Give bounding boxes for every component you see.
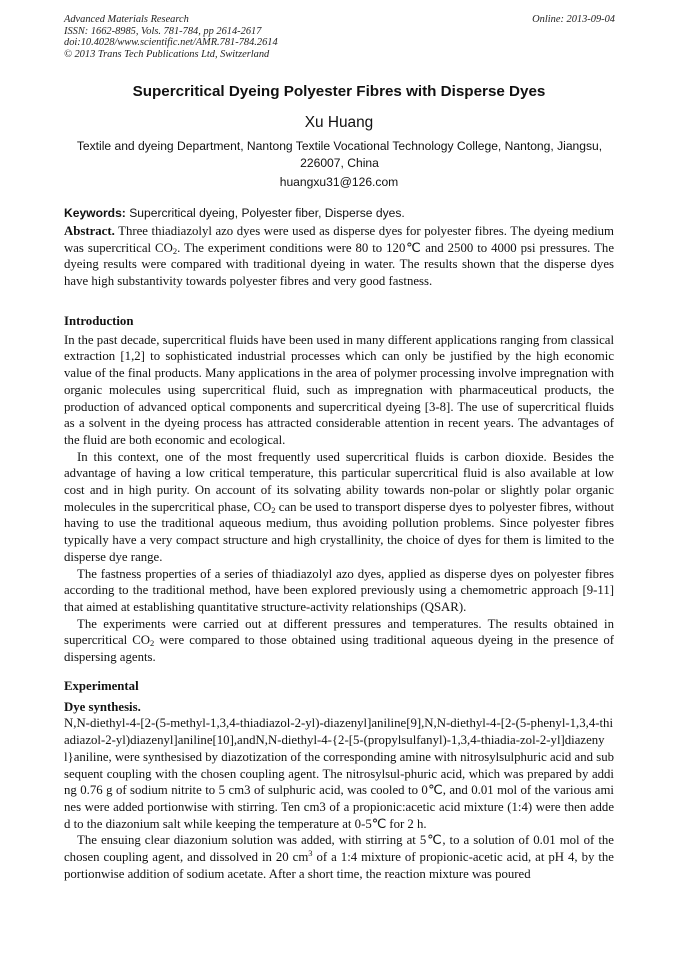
experimental-paragraph-2 — [64, 832, 614, 882]
exp-p2-part1: The ensuing clear diazonium solution was added, with stirring at 5℃, to a solution of 0.01 mol of the chosen coupling agent, and dissolved in 20 cm — [64, 833, 614, 865]
keywords-label: Keywords: — [64, 206, 126, 220]
intro-paragraph-3: The fastness properties of a series of thiadiazolyl azo dyes, applied as disperse dyes on polyester fibres according to the traditional method, have been explored previously using a chemometric approach [9-11] that aimed at establishing quantitative structure-activity relationships (QSAR). — [64, 566, 614, 614]
intro-p2-part1: In this context, one of the most frequently used supercritical fluids is carbon dioxide. Besides the advantage of having a low critical temperature, this particular supercritical fluid is also available at low cost and in high purity. On account of its solvating ability towards non-polar or slightly polar organic molecules in the supercritical phase, CO — [64, 449, 614, 514]
abstract-label: Abstract. — [64, 224, 115, 238]
dye-synthesis-heading: Dye synthesis. — [64, 699, 141, 714]
exp-p2-part2: of a 1:4 mixture of propionic-acetic acid, at pH 4, by the portionwise addition of sodium acetate. After a short time, the reaction mixture was poured — [64, 850, 614, 881]
intro-paragraph-4 — [64, 616, 614, 666]
experimental-paragraph-1: N,N-diethyl-4-[2-(5-methyl-1,3,4-thiadiazol-2-yl)-diazenyl]aniline[9],N,N-diethyl-4-[2-(5-phenyl-1,3,4-thiadiazol-2-yl)diazenyl]aniline[10],andN,N-diethyl-4-{2-[5-(propylsulfanyl)-1,3,4-thiadia-zol-2-yl]diazenyl}aniline, were synthesised by diazotization of the corresponding amine with nitrosylsulphuric acid and subsequent coupling with the chosen coupling agent. The nitrosylsul-phuric acid, which was prepared by adding 0.76 g of sodium nitrite to 5 cm3 of sulphuric acid, was cooled to 0℃, and 0.01 mol of the various amines were added portionwise with stirring. Ten cm3 of a propionic:acetic acid mixture (1:4) were then added to the diazonium salt while keeping the temperature at 0-5℃ for 2 h. — [64, 716, 614, 831]
journal-doi: doi:10.4028/www.scientific.net/AMR.781-784.2614 — [64, 37, 278, 49]
journal-issn: ISSN: 1662-8985, Vols. 781-784, pp 2614-2617 — [64, 25, 262, 37]
keywords — [64, 206, 615, 220]
journal-header — [64, 14, 615, 60]
introduction-heading: Introduction — [64, 314, 134, 328]
author-affiliation: Textile and dyeing Department, Nantong Textile Vocational Technology College, Nantong, Jiangsu, 226007, China — [76, 139, 603, 170]
intro-p4-part2: were compared to those obtained using traditional aqueous dyeing in the presence of dispersing agents. — [64, 633, 615, 665]
keywords-text: Supercritical dyeing, Polyester fiber, Disperse dyes. — [129, 206, 405, 220]
experimental-section — [64, 678, 614, 882]
author-email: huangxu31@126.com — [279, 175, 399, 189]
intro-p2-part2: can be used to transport disperse dyes to polyester fibres, without having to use the traditional aqueous medium, thus avoiding pollution problems. Since polyester fibres typically have a very compact structure and high crystallinity, the choice of dyes for them is limited to the disperse dye range. — [64, 499, 614, 564]
exp-p2-superscript: 3 — [308, 848, 313, 859]
intro-p2-subscript: 2 — [271, 504, 276, 515]
online-date: Online: 2013-09-04 — [532, 14, 615, 25]
author-name: Xu Huang — [304, 114, 374, 131]
experimental-heading: Experimental — [64, 679, 139, 693]
abstract-text-part2: . The experiment conditions were 80 to 120℃ and 2500 to 4000 psi pressures. The dyeing results were compared with traditional dyeing in water. The results shown that the disperse dyes have high substantivity towards polyester fibres and very good fastness. — [64, 240, 614, 289]
intro-paragraph-1: In the past decade, supercritical fluids have been used in many different applications ranging from classical extraction [1,2] to sophisticated industrial processes which can only be justified by the high economic value of the final products. Many applications in the area of polymer processing involve impregnation with organic molecules using supercritical fluid, such as impregnation with pharmaceutical products, the production of advanced optical components and supercritical dyeing [3-8]. The use of supercritical fluids as a solvent in the dyeing process has attracted considerable attention in recent years. The advantages of the fluid are both economic and ecological. — [64, 332, 614, 447]
abstract-subscript: 2 — [172, 245, 178, 256]
journal-copyright: © 2013 Trans Tech Publications Ltd, Switzerland — [64, 48, 270, 60]
paper-title: Supercritical Dyeing Polyester Fibres with Disperse Dyes — [132, 83, 546, 100]
abstract-text-part1: Three thiadiazolyl azo dyes were used as disperse dyes for polyester fibres. The dyeing medium was supercritical CO — [64, 224, 615, 255]
intro-p4-part1: The experiments were carried out at different pressures and temperatures. The results obtained in supercritical CO — [64, 616, 614, 648]
intro-p4-subscript: 2 — [150, 638, 155, 649]
intro-paragraph-2 — [64, 449, 614, 566]
introduction-section — [64, 313, 614, 666]
abstract-paragraph — [64, 223, 614, 290]
abstract-block — [64, 223, 614, 290]
journal-name: Advanced Materials Research — [64, 14, 189, 25]
